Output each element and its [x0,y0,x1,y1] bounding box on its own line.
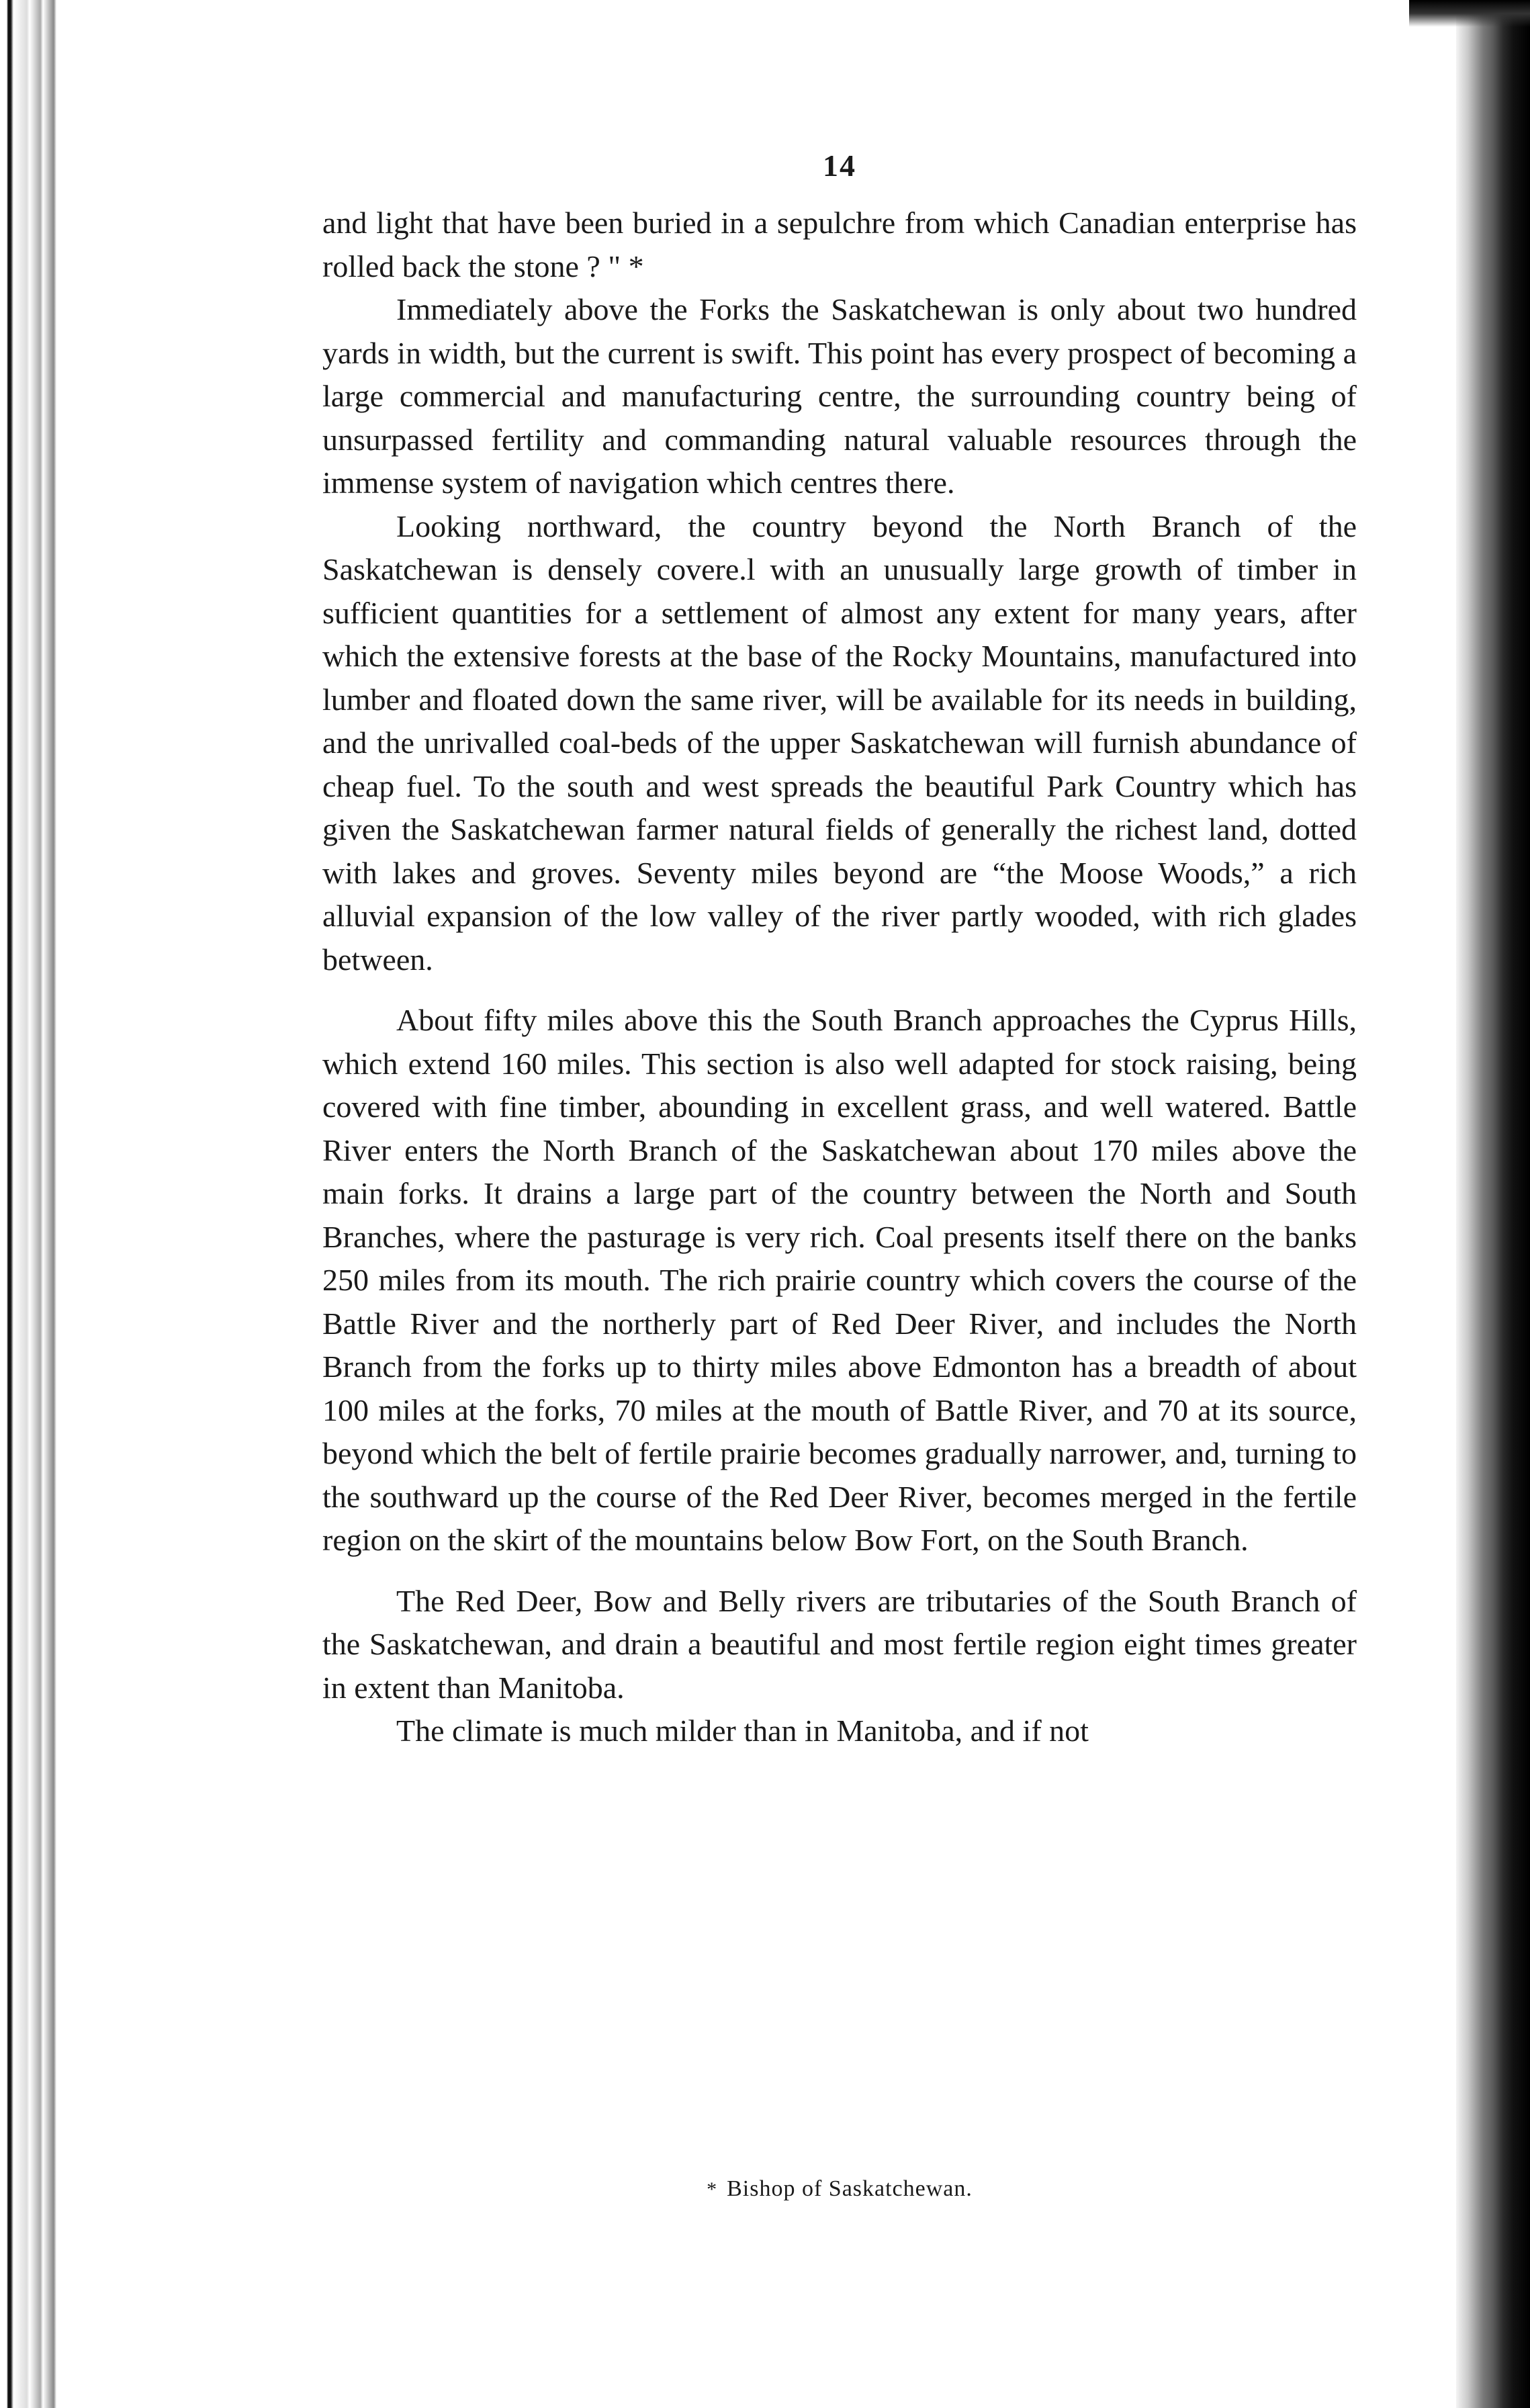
paragraph-tributaries: The Red Deer, Bow and Belly rivers are tributaries of the South Branch of the Saskatchewan, and drain a beautiful and most fertile region eight times greater in extent than Manitoba. [322,1583,1357,1705]
page-body [322,202,1357,1753]
paragraph-south-branch: About fifty miles above this the South Branch approaches the Cyprus Hills, which extend 160 miles. This section is also well adapted for stock raising, being covered with fine timber, abounding in excellent grass, and well watered. Battle River enters the North Branch of the Saskatchewan about 170 miles above the main forks. It drains a large part of the country between the North and South Branches, where the pasturage is very rich. Coal presents itself there on the banks 250 miles from its mouth. The rich prairie country which covers the course of the Battle River and the northerly part of Red Deer River, and includes the North Branch from the forks up to thirty miles above Edmonton has a breadth of about 100 miles at the forks, 70 miles at the mouth of Battle River, and 70 at its source, beyond which the belt of fertile prairie becomes gradually narrower, and, turning to the southward up the course of the Red Deer River, becomes merged in the fertile region on the skirt of the mountains below Bow Fort, on the South Branch. [322,1003,1357,1557]
paragraph-continuation: and light that have been buried in a sepulchre from which Canadian enterprise has rolled back the stone ? " * [322,206,1357,283]
footnote [282,2176,1397,2202]
paragraph-climate: The climate is much milder than in Manitoba, and if not [396,1713,1089,1748]
page-number: 14 [823,148,856,183]
footnote-marker: * [707,2178,718,2200]
footnote-text: Bishop of Saskatchewan. [727,2176,973,2201]
scan-top-shadow [1409,0,1530,27]
paragraph-forks: Immediately above the Forks the Saskatchewan is only about two hundred yards in width, but the current is swift. This point has every prospect of becoming a large commercial and manufacturing centre, the surrounding country being of unsurpassed fertility and commanding natural valuable resources through the immense system of navigation which centres there. [322,292,1357,500]
book-page [282,141,1397,2317]
scan-right-page-edge [1456,0,1530,2408]
paragraph-northward: Looking northward, the country beyond the North Branch of the Saskatchewan is densely covere.l with an unusually large growth of timber in sufficient quantities for a settlement of almost any extent for many years, after which the extensive forests at the base of the Rocky Mountains, manufactured into lumber and floated down the same river, will be available for its needs in building, and the unrivalled coal-beds of the upper Saskatchewan will furnish abundance of cheap fuel. To the south and west spreads the beautiful Park Country which has given the Saskatchewan farmer natural fields of generally the richest land, dotted with lakes and groves. Seventy miles beyond are “the Moose Woods,” a rich alluvial expansion of the low valley of the river partly wooded, with rich glades between. [322,508,1357,977]
scan-left-page-edge [0,0,81,2408]
